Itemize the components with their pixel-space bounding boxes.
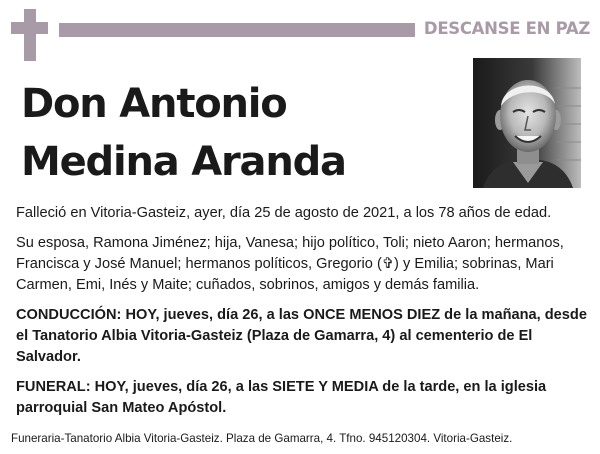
footer-funeral-home: Funeraria-Tanatorio Albia Vitoria-Gasteiz. Plaza de Gamarra, 4. Tfno. 945120304. Vitoria-Gasteiz. bbox=[11, 432, 513, 445]
portrait-image bbox=[473, 58, 581, 188]
header-divider bbox=[59, 23, 415, 37]
family-text-part2: ) y Emilia; sobrinas, Mari Carmen, Emi, Inés y Maite; cuñados, sobrinos, amigos y demás familia. bbox=[16, 256, 554, 293]
deceased-name-line2: Medina Aranda bbox=[21, 139, 346, 185]
funeral-paragraph: FUNERAL: HOY, jueves, día 26, a las SIETE Y MEDIA de la tarde, en la iglesia parroquial San Mateo Apóstol. bbox=[16, 379, 547, 416]
conduccion-paragraph: CONDUCCIÓN: HOY, jueves, día 26, a las ONCE MENOS DIEZ de la mañana, desde el Tanatorio Albia Vitoria-Gasteiz (Plaza de Gamarra, 4) al cementerio de El Salvador. bbox=[16, 307, 587, 365]
deceased-name-line1: Don Antonio bbox=[21, 81, 287, 127]
death-notice-paragraph: Falleció en Vitoria-Gasteiz, ayer, día 25 de agosto de 2021, a los 78 años de edad. bbox=[16, 205, 552, 221]
deceased-photo bbox=[473, 58, 581, 188]
family-text-part1: Su esposa, Ramona Jiménez; hija, Vanesa; hijo político, Toli; nieto Aaron; hermanos, Francisca y José Manuel; hermanos políticos, Gregorio ( bbox=[16, 235, 564, 272]
family-paragraph bbox=[16, 233, 588, 296]
deceased-cross-icon: ✞ bbox=[381, 256, 395, 272]
cross-icon bbox=[11, 9, 48, 61]
header-title: DESCANSE EN PAZ bbox=[423, 19, 590, 38]
